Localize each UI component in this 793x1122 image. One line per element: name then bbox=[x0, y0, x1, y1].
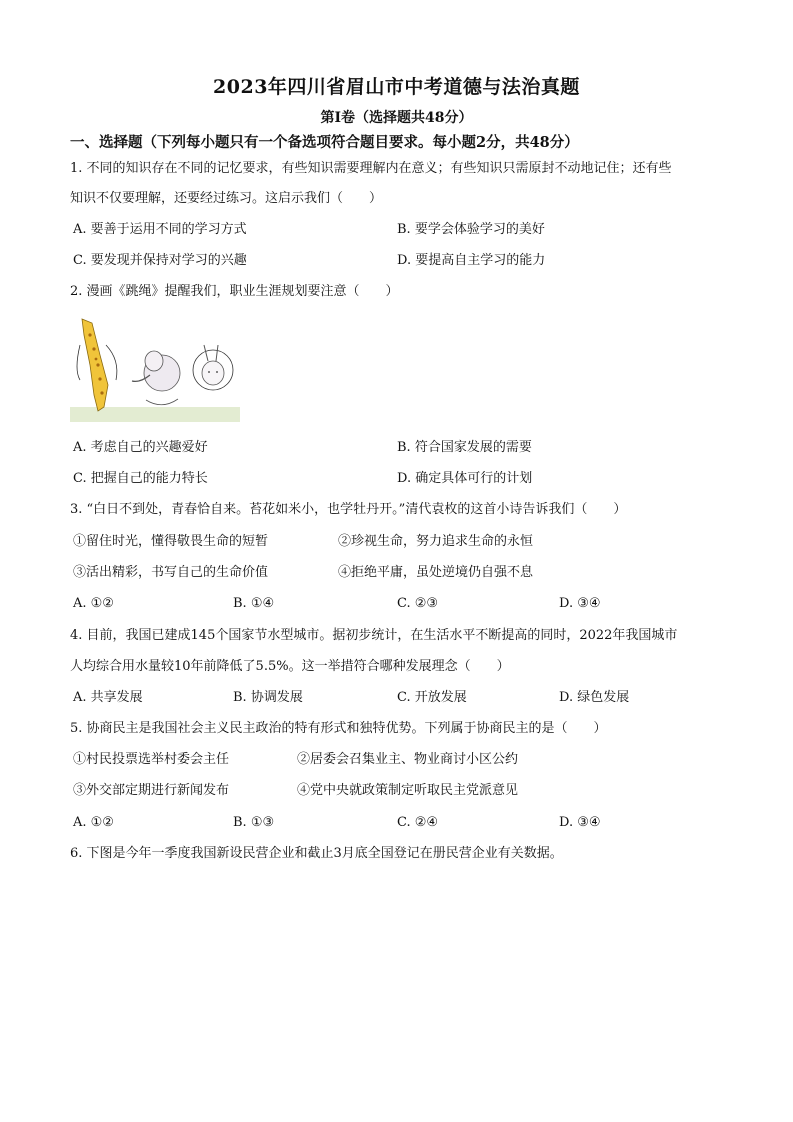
question-1-option-c: C. 要发现并保持对学习的兴趣 bbox=[73, 253, 247, 268]
question-4-line-2: 人均综合用水量较10年前降低了5.5%。这一举措符合哪种发展理念（ ） bbox=[70, 659, 510, 674]
question-3-line-1: 3. “白日不到处，青春恰自来。苔花如米小，也学牡丹开。”清代袁枚的这首小诗告诉我们（ ） bbox=[70, 502, 627, 517]
question-3-option-b: B. ①④ bbox=[233, 596, 275, 611]
question-2-option-c: C. 把握自己的能力特长 bbox=[73, 471, 208, 486]
question-1-option-a: A. 要善于运用不同的学习方式 bbox=[73, 222, 247, 237]
question-3-statement-2: ②珍视生命，努力追求生命的永恒 bbox=[338, 534, 534, 549]
question-2-option-b: B. 符合国家发展的需要 bbox=[397, 440, 532, 455]
question-5-line-1: 5. 协商民主是我国社会主义民主政治的特有形式和独特优势。下列属于协商民主的是（ ） bbox=[70, 721, 607, 736]
question-2-option-a: A. 考虑自己的兴趣爱好 bbox=[73, 440, 208, 455]
question-5-option-a: A. ①② bbox=[73, 815, 114, 830]
question-5-statement-1: ①村民投票选举村委会主任 bbox=[73, 752, 230, 767]
section-heading: 一、选择题（下列每小题只有一个备选项符合题目要求。每小题2分，共48分） bbox=[70, 134, 579, 151]
question-6-line-1: 6. 下图是今年一季度我国新设民营企业和截止3月底全国登记在册民营企业有关数据。 bbox=[70, 846, 563, 861]
question-5-option-b: B. ①③ bbox=[233, 815, 275, 830]
question-5-statement-2: ②居委会召集业主、物业商讨小区公约 bbox=[297, 752, 519, 767]
question-1-option-d: D. 要提高自主学习的能力 bbox=[397, 253, 546, 268]
question-4-option-c: C. 开放发展 bbox=[397, 690, 467, 705]
question-3-statement-4: ④拒绝平庸，虽处逆境仍自强不息 bbox=[338, 565, 534, 580]
question-3-statement-1: ①留住时光，懂得敬畏生命的短暂 bbox=[73, 534, 269, 549]
question-5-statement-4: ④党中央就政策制定听取民主党派意见 bbox=[297, 783, 519, 798]
page-title: 2023年四川省眉山市中考道德与法治真题 bbox=[213, 76, 580, 98]
question-2-option-d: D. 确定具体可行的计划 bbox=[397, 471, 533, 486]
page-subtitle: 第I卷（选择题共48分） bbox=[320, 110, 473, 126]
question-4-option-b: B. 协调发展 bbox=[233, 690, 303, 705]
question-5-statement-3: ③外交部定期进行新闻发布 bbox=[73, 783, 230, 798]
question-3-option-d: D. ③④ bbox=[559, 596, 601, 611]
question-3-option-c: C. ②③ bbox=[397, 596, 439, 611]
jump-rope-cartoon-image bbox=[70, 315, 240, 422]
question-4-option-d: D. 绿色发展 bbox=[559, 690, 630, 705]
question-3-statement-3: ③活出精彩，书写自己的生命价值 bbox=[73, 565, 269, 580]
question-3-option-a: A. ①② bbox=[73, 596, 114, 611]
question-1-line-2: 知识不仅要理解，还要经过练习。这启示我们（ ） bbox=[70, 191, 383, 206]
question-4-option-a: A. 共享发展 bbox=[73, 690, 143, 705]
question-1-line-1: 1. 不同的知识存在不同的记忆要求，有些知识需要理解内在意义；有些知识只需原封不动地记住；还有些 bbox=[70, 161, 672, 176]
question-4-line-1: 4. 目前，我国已建成145个国家节水型城市。据初步统计，在生活水平不断提高的同时，2022年我国城市 bbox=[70, 628, 678, 643]
question-5-option-d: D. ③④ bbox=[559, 815, 601, 830]
question-1-option-b: B. 要学会体验学习的美好 bbox=[397, 222, 545, 237]
question-5-option-c: C. ②④ bbox=[397, 815, 439, 830]
question-2-line-1: 2. 漫画《跳绳》提醒我们，职业生涯规划要注意（ ） bbox=[70, 284, 399, 299]
